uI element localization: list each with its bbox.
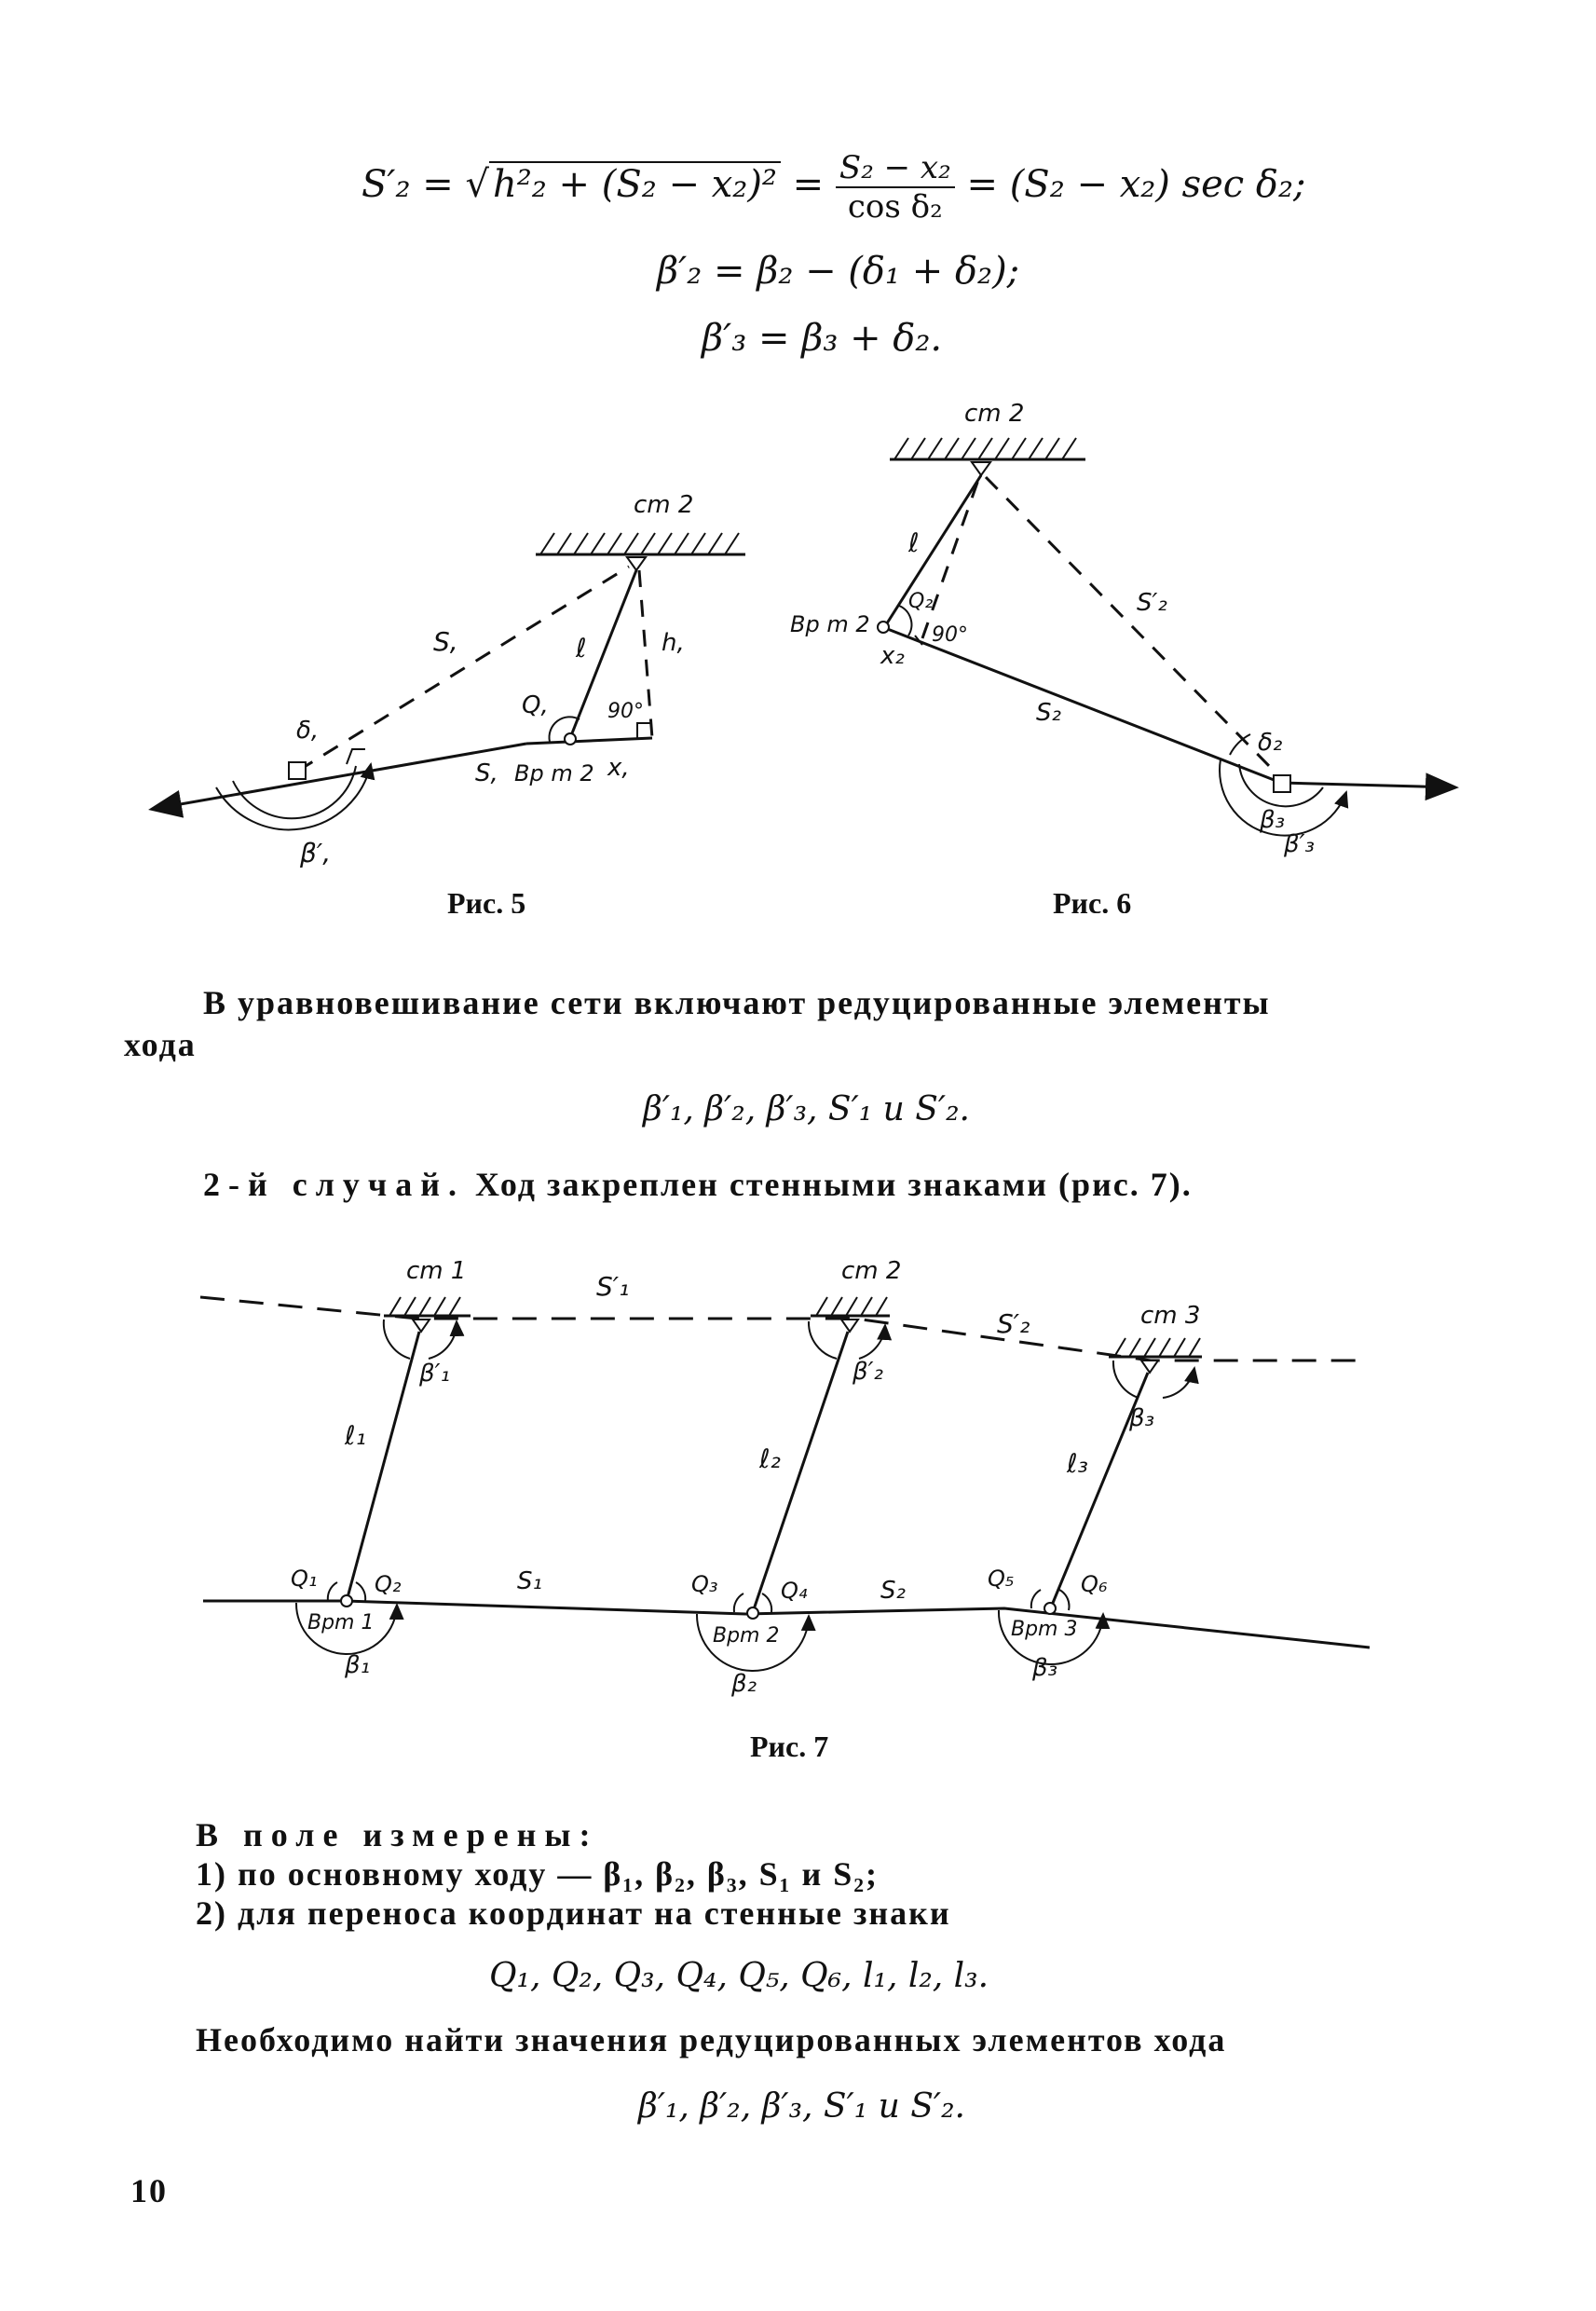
fig7-label-st3: cm 3 <box>1140 1302 1201 1330</box>
formula-s2-prime <box>361 149 1306 226</box>
fig7-label-s2: S₂ <box>880 1577 906 1605</box>
fig7-point-1 <box>341 1595 352 1607</box>
fig7-label-s2-dash: S′₂ <box>997 1308 1030 1339</box>
fig6-caption: Рис. 6 <box>1053 886 1132 913</box>
figures-5-6 <box>0 391 1596 913</box>
fig7-label-vrm3: Bpm 3 <box>1011 1618 1078 1641</box>
fig6-main-line-right <box>1281 783 1453 787</box>
fig7-main-line <box>203 1601 1370 1648</box>
fig6-label-right-angle: 90° <box>932 623 968 647</box>
formula-s2-eq: = <box>792 163 825 206</box>
fig7-label-q6: Q₆ <box>1081 1571 1108 1597</box>
fig7-wall-3 <box>1109 1338 1202 1357</box>
fig7-label-q5: Q₅ <box>988 1566 1015 1592</box>
fig5-label-st: cm 2 <box>634 491 694 519</box>
paragraph-include-elements-cont: хода <box>124 1026 197 1063</box>
formula-s2-fraction <box>836 149 955 226</box>
fig5-wall-hatch <box>540 533 739 554</box>
case2-line <box>203 1165 1193 1204</box>
fig5-label-beta: β′, <box>300 838 332 868</box>
measured-heading: В поле измерены: <box>196 1816 599 1853</box>
fig7-label-beta3: β₃ <box>1129 1404 1155 1432</box>
fig7-point-2 <box>747 1607 758 1619</box>
fig6-label-beta-prime: β′₃ <box>1284 830 1315 858</box>
fig6-dashed-short <box>922 480 978 638</box>
fig7-label-st1: cm 1 <box>406 1257 467 1285</box>
fig6-temp-point <box>878 622 889 633</box>
formula-s2-lhs: S′₂ = √ <box>361 163 489 206</box>
fig6-line-l <box>885 475 981 626</box>
fig7-label-s1-dash: S′₁ <box>596 1271 630 1302</box>
fig6-diagram <box>790 400 1453 913</box>
fig6-wall-hatch <box>894 438 1076 459</box>
fig6-wall-mark <box>972 462 990 475</box>
fig6-label-s2-dash: S′₂ <box>1137 589 1167 617</box>
fig6-dashed-s2 <box>986 477 1276 773</box>
fig5-caption: Рис. 5 <box>447 886 526 913</box>
fig5-label-delta: δ, <box>296 717 320 745</box>
page-number: 10 <box>130 2172 168 2209</box>
fig5-label-vrm: Bp m 2 <box>514 760 594 786</box>
fig5-label-s1: S, <box>475 759 498 787</box>
measured-item-2: 2) для переноса координат на стенные знаки <box>196 1894 951 1932</box>
fig7-label-b3: β₃ <box>1032 1654 1058 1682</box>
fig7-label-vrm2: Bpm 2 <box>713 1624 780 1648</box>
fig7-wall-mark-2 <box>841 1320 858 1332</box>
fig7-label-vrm1: Bpm 1 <box>307 1611 375 1634</box>
figure-7 <box>0 1239 1596 1780</box>
formula-s2-denominator: cos δ₂ <box>847 188 943 226</box>
fig6-label-q: Q₂ <box>908 590 934 613</box>
fig7-label-q3: Q₃ <box>691 1571 718 1597</box>
fig5-label-q: Q, <box>522 691 549 719</box>
formula-s2-numerator: S₂ − x₂ <box>836 149 955 188</box>
measured-values: Q₁, Q₂, Q₃, Q₄, Q₅, Q₆, l₁, l₂, l₃. <box>489 1957 989 1995</box>
measured-item-1: 1) по основному ходу — β₁, β₂, β₃, S₁ и S₂; <box>196 1855 880 1893</box>
fig6-label-delta: δ₂ <box>1258 729 1283 757</box>
fig7-wall-2 <box>811 1297 890 1316</box>
fig7-label-s1: S₁ <box>517 1567 542 1595</box>
fig5-label-h: h, <box>662 629 685 657</box>
fig7-label-b1: β₁ <box>345 1651 371 1679</box>
fig6-label-st: cm 2 <box>964 400 1025 428</box>
fig7-line-l1 <box>347 1332 419 1601</box>
fig7-label-st2: cm 2 <box>841 1257 902 1285</box>
fig6-label-beta: β₃ <box>1260 806 1286 834</box>
formula-reduced-elements-1: β′₁, β′₂, β′₃, S′₁ и S′₂. <box>643 1090 970 1128</box>
case2-label: 2-й случай. <box>203 1166 465 1203</box>
fig7-label-q2: Q₂ <box>375 1571 402 1597</box>
fig7-label-l1: ℓ₁ <box>345 1420 366 1451</box>
fig5-wall-mark <box>627 557 646 570</box>
fig5-label-x: x, <box>607 754 630 782</box>
fig7-wall-1 <box>384 1297 471 1316</box>
fig6-main-line <box>885 628 1281 783</box>
fig5-main-line-right <box>526 738 652 744</box>
formula-s2-radicand: h²₂ + (S₂ − x₂)² <box>489 161 781 206</box>
fig5-label-l: ℓ <box>576 633 587 663</box>
fig7-label-beta2p: β′₂ <box>853 1358 883 1386</box>
case2-text: Ход закреплен стенными знаками (рис. 7). <box>464 1166 1193 1203</box>
fig5-label-right-angle: 90° <box>607 700 644 723</box>
fig7-label-q1: Q₁ <box>291 1566 318 1592</box>
fig5-temp-point <box>565 733 576 745</box>
fig7-wall-mark-1 <box>413 1320 430 1332</box>
formula-s2-rhs: = (S₂ − x₂) sec δ₂; <box>966 163 1306 206</box>
formula-beta2-prime: β′₂ = β₂ − (δ₁ + δ₂); <box>657 250 1020 293</box>
find-text: Необходимо найти значения редуцированных элементов хода <box>196 2021 1227 2058</box>
fig7-caption: Рис. 7 <box>750 1730 829 1763</box>
fig7-label-q4: Q₄ <box>781 1578 808 1604</box>
fig6-label-x: x₂ <box>880 642 905 670</box>
fig5-main-line <box>154 744 526 809</box>
fig6-label-s2: S₂ <box>1036 699 1061 727</box>
fig5-label-s1-dash: S, <box>433 626 458 657</box>
fig7-wall-mark-3 <box>1141 1361 1158 1373</box>
fig7-label-b2: β₂ <box>731 1670 757 1698</box>
fig7-label-l3: ℓ₃ <box>1067 1448 1088 1479</box>
fig6-station-square <box>1274 775 1290 792</box>
fig7-label-l2: ℓ₂ <box>759 1443 781 1474</box>
find-elements: β′₁, β′₂, β′₃, S′₁ и S′₂. <box>638 2087 965 2126</box>
formula-beta3-prime: β′₃ = β₃ + δ₂. <box>702 317 943 360</box>
fig5-diagram <box>154 491 745 913</box>
fig6-label-vrm: Bp m 2 <box>790 611 870 637</box>
fig5-angle-delta <box>347 749 365 764</box>
fig7-label-beta1p: β′₁ <box>419 1360 450 1388</box>
fig5-station-square <box>289 762 306 779</box>
fig7-point-3 <box>1044 1603 1056 1614</box>
fig6-label-l: ℓ <box>908 527 920 558</box>
paragraph-include-elements: В уравновешивание сети включают редуцированные элементы <box>203 984 1271 1021</box>
